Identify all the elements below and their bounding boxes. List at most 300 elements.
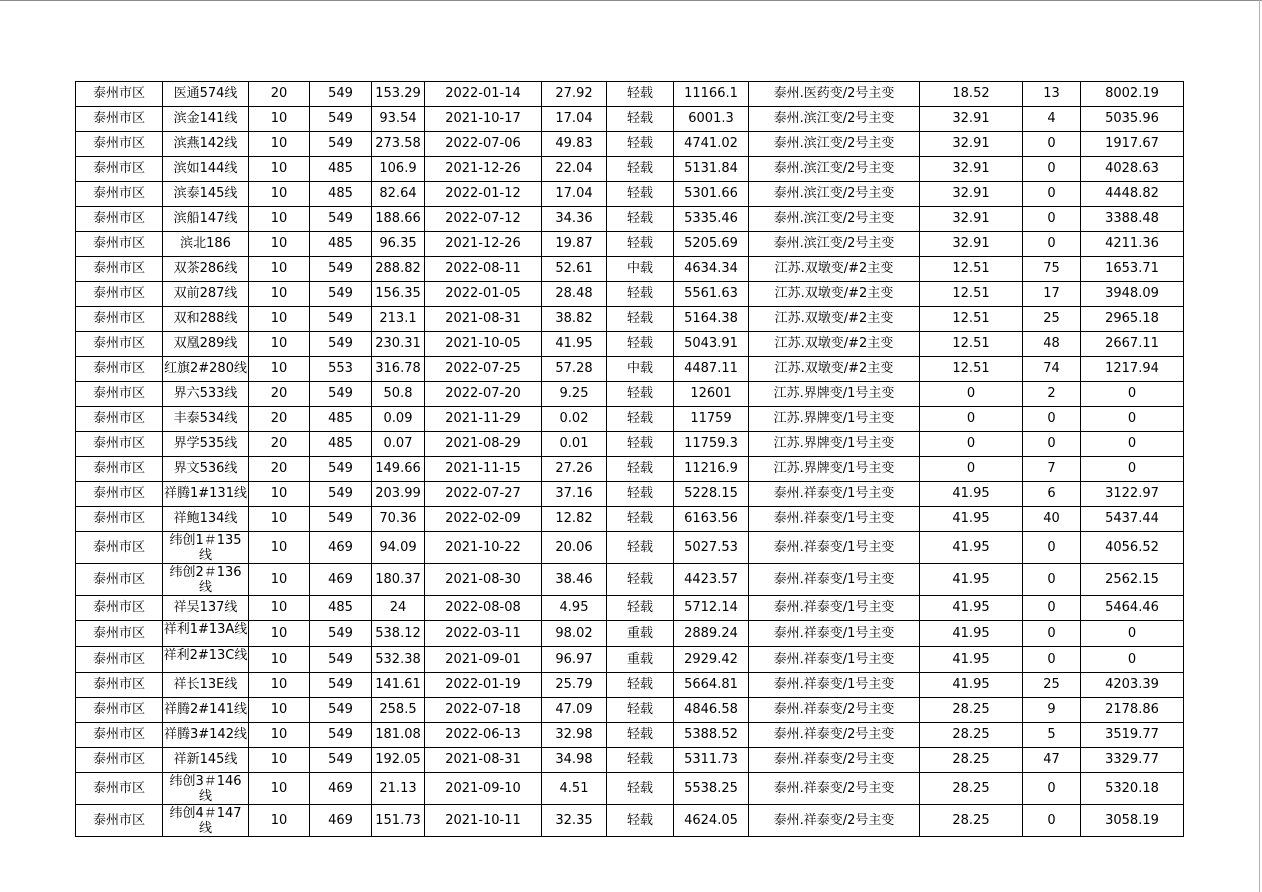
line-name-cell: 祥利1#13A线 <box>163 621 249 647</box>
transformer-cell: 泰州.祥泰变/1号主变 <box>749 564 920 596</box>
district-cell: 泰州市区 <box>76 457 163 482</box>
load-status-cell: 轻载 <box>607 282 674 307</box>
date-cell: 2022-07-27 <box>425 482 542 507</box>
table-row <box>76 407 1184 432</box>
table-row <box>76 382 1184 407</box>
max-current-cell: 141.61 <box>372 673 425 698</box>
transformer-cell: 泰州.祥泰变/2号主变 <box>749 773 920 805</box>
line-name-cell: 滨燕142线 <box>163 132 249 157</box>
table-row <box>76 532 1184 564</box>
capacity-cell: 4634.34 <box>674 257 749 282</box>
load-rate-cell: 17.04 <box>542 107 607 132</box>
load-status-cell: 轻载 <box>607 132 674 157</box>
table-row <box>76 805 1184 837</box>
available-capacity-cell: 2667.11 <box>1081 332 1184 357</box>
line-name-cell: 祥利2#13C线 <box>163 647 249 673</box>
capacity-cell: 5712.14 <box>674 596 749 621</box>
capacity-cell: 5538.25 <box>674 773 749 805</box>
max-current-cell: 180.37 <box>372 564 425 596</box>
transformer-cell: 泰州.祥泰变/1号主变 <box>749 532 920 564</box>
voltage-cell: 10 <box>249 132 310 157</box>
date-cell: 2021-10-11 <box>425 805 542 837</box>
voltage-cell: 20 <box>249 432 310 457</box>
transformer-load-rate-cell: 28.25 <box>920 723 1023 748</box>
transformer-load-rate-cell: 41.95 <box>920 647 1023 673</box>
voltage-cell: 10 <box>249 647 310 673</box>
load-status-cell: 中载 <box>607 257 674 282</box>
transformer-load-rate-cell: 28.25 <box>920 805 1023 837</box>
table-row <box>76 207 1184 232</box>
line-name-cell: 医通574线 <box>163 82 249 107</box>
load-status-cell: 轻载 <box>607 805 674 837</box>
load-status-cell: 轻载 <box>607 157 674 182</box>
max-current-cell: 192.05 <box>372 748 425 773</box>
voltage-cell: 10 <box>249 182 310 207</box>
load-status-cell: 轻载 <box>607 207 674 232</box>
table-row <box>76 596 1184 621</box>
available-capacity-cell: 0 <box>1081 647 1184 673</box>
transformer-cell: 泰州.滨江变/2号主变 <box>749 132 920 157</box>
available-capacity-cell: 0 <box>1081 407 1184 432</box>
rated-current-cell: 485 <box>310 432 372 457</box>
rated-current-cell: 485 <box>310 182 372 207</box>
max-current-cell: 188.66 <box>372 207 425 232</box>
available-capacity-cell: 3388.48 <box>1081 207 1184 232</box>
count-cell: 0 <box>1023 596 1081 621</box>
capacity-cell: 5027.53 <box>674 532 749 564</box>
available-capacity-cell: 1217.94 <box>1081 357 1184 382</box>
table-row <box>76 507 1184 532</box>
capacity-cell: 5664.81 <box>674 673 749 698</box>
line-name-cell: 祥鲍134线 <box>163 507 249 532</box>
page-right-border <box>1259 0 1260 892</box>
load-rate-cell: 49.83 <box>542 132 607 157</box>
rated-current-cell: 485 <box>310 157 372 182</box>
count-cell: 9 <box>1023 698 1081 723</box>
date-cell: 2021-09-10 <box>425 773 542 805</box>
date-cell: 2021-11-15 <box>425 457 542 482</box>
load-rate-cell: 20.06 <box>542 532 607 564</box>
capacity-cell: 11759.3 <box>674 432 749 457</box>
line-name-cell: 双凰289线 <box>163 332 249 357</box>
capacity-cell: 5131.84 <box>674 157 749 182</box>
transformer-load-rate-cell: 28.25 <box>920 748 1023 773</box>
load-rate-cell: 17.04 <box>542 182 607 207</box>
date-cell: 2022-01-12 <box>425 182 542 207</box>
voltage-cell: 20 <box>249 382 310 407</box>
transformer-load-rate-cell: 41.95 <box>920 507 1023 532</box>
transformer-cell: 泰州.医药变/2号主变 <box>749 82 920 107</box>
transformer-cell: 泰州.祥泰变/2号主变 <box>749 805 920 837</box>
rated-current-cell: 549 <box>310 132 372 157</box>
capacity-cell: 11166.1 <box>674 82 749 107</box>
table-row <box>76 157 1184 182</box>
line-name-cell: 滨金141线 <box>163 107 249 132</box>
district-cell: 泰州市区 <box>76 257 163 282</box>
transformer-load-rate-cell: 32.91 <box>920 107 1023 132</box>
date-cell: 2022-03-11 <box>425 621 542 647</box>
transformer-load-rate-cell: 0 <box>920 432 1023 457</box>
available-capacity-cell: 1653.71 <box>1081 257 1184 282</box>
available-capacity-cell: 0 <box>1081 457 1184 482</box>
district-cell: 泰州市区 <box>76 407 163 432</box>
capacity-cell: 5228.15 <box>674 482 749 507</box>
available-capacity-cell: 3329.77 <box>1081 748 1184 773</box>
rated-current-cell: 549 <box>310 457 372 482</box>
voltage-cell: 10 <box>249 773 310 805</box>
capacity-cell: 4423.57 <box>674 564 749 596</box>
load-rate-cell: 28.48 <box>542 282 607 307</box>
rated-current-cell: 549 <box>310 621 372 647</box>
date-cell: 2021-09-01 <box>425 647 542 673</box>
district-cell: 泰州市区 <box>76 182 163 207</box>
voltage-cell: 20 <box>249 82 310 107</box>
transformer-cell: 泰州.滨江变/2号主变 <box>749 207 920 232</box>
table-row <box>76 282 1184 307</box>
transformer-cell: 泰州.祥泰变/2号主变 <box>749 748 920 773</box>
line-name-cell: 双和288线 <box>163 307 249 332</box>
district-cell: 泰州市区 <box>76 282 163 307</box>
transformer-cell: 泰州.祥泰变/1号主变 <box>749 482 920 507</box>
max-current-cell: 96.35 <box>372 232 425 257</box>
count-cell: 0 <box>1023 564 1081 596</box>
voltage-cell: 10 <box>249 596 310 621</box>
district-cell: 泰州市区 <box>76 207 163 232</box>
line-name-cell: 丰泰534线 <box>163 407 249 432</box>
load-rate-cell: 96.97 <box>542 647 607 673</box>
load-rate-cell: 0.02 <box>542 407 607 432</box>
available-capacity-cell: 3948.09 <box>1081 282 1184 307</box>
district-cell: 泰州市区 <box>76 596 163 621</box>
load-rate-cell: 37.16 <box>542 482 607 507</box>
count-cell: 0 <box>1023 773 1081 805</box>
line-name-cell: 祥新145线 <box>163 748 249 773</box>
transformer-cell: 江苏.界牌变/1号主变 <box>749 382 920 407</box>
load-rate-cell: 52.61 <box>542 257 607 282</box>
transformer-cell: 泰州.滨江变/2号主变 <box>749 232 920 257</box>
available-capacity-cell: 4203.39 <box>1081 673 1184 698</box>
load-rate-cell: 9.25 <box>542 382 607 407</box>
transformer-load-rate-cell: 12.51 <box>920 257 1023 282</box>
table-row <box>76 107 1184 132</box>
capacity-cell: 6001.3 <box>674 107 749 132</box>
table-row <box>76 432 1184 457</box>
rated-current-cell: 549 <box>310 257 372 282</box>
transformer-cell: 江苏.双墩变/#2主变 <box>749 257 920 282</box>
max-current-cell: 230.31 <box>372 332 425 357</box>
transformer-cell: 泰州.祥泰变/1号主变 <box>749 673 920 698</box>
load-rate-cell: 41.95 <box>542 332 607 357</box>
count-cell: 17 <box>1023 282 1081 307</box>
load-rate-cell: 0.01 <box>542 432 607 457</box>
transformer-load-rate-cell: 41.95 <box>920 621 1023 647</box>
district-cell: 泰州市区 <box>76 698 163 723</box>
date-cell: 2022-01-05 <box>425 282 542 307</box>
table-row <box>76 132 1184 157</box>
count-cell: 7 <box>1023 457 1081 482</box>
transformer-load-rate-cell: 12.51 <box>920 282 1023 307</box>
line-name-cell: 双前287线 <box>163 282 249 307</box>
load-status-cell: 轻载 <box>607 232 674 257</box>
feeder-load-table <box>75 81 1184 837</box>
rated-current-cell: 469 <box>310 532 372 564</box>
table-row <box>76 257 1184 282</box>
load-rate-cell: 38.46 <box>542 564 607 596</box>
available-capacity-cell: 3519.77 <box>1081 723 1184 748</box>
district-cell: 泰州市区 <box>76 647 163 673</box>
voltage-cell: 10 <box>249 482 310 507</box>
transformer-cell: 江苏.双墩变/#2主变 <box>749 307 920 332</box>
transformer-load-rate-cell: 12.51 <box>920 307 1023 332</box>
capacity-cell: 11216.9 <box>674 457 749 482</box>
table-row <box>76 357 1184 382</box>
load-status-cell: 轻载 <box>607 382 674 407</box>
transformer-cell: 泰州.祥泰变/1号主变 <box>749 621 920 647</box>
table-row <box>76 647 1184 673</box>
load-status-cell: 轻载 <box>607 107 674 132</box>
district-cell: 泰州市区 <box>76 805 163 837</box>
max-current-cell: 532.38 <box>372 647 425 673</box>
district-cell: 泰州市区 <box>76 507 163 532</box>
available-capacity-cell: 0 <box>1081 621 1184 647</box>
table-row <box>76 307 1184 332</box>
load-status-cell: 轻载 <box>607 82 674 107</box>
table-row <box>76 82 1184 107</box>
load-status-cell: 轻载 <box>607 673 674 698</box>
voltage-cell: 10 <box>249 698 310 723</box>
district-cell: 泰州市区 <box>76 532 163 564</box>
date-cell: 2021-10-17 <box>425 107 542 132</box>
count-cell: 4 <box>1023 107 1081 132</box>
voltage-cell: 10 <box>249 673 310 698</box>
max-current-cell: 316.78 <box>372 357 425 382</box>
transformer-load-rate-cell: 28.25 <box>920 773 1023 805</box>
table-row <box>76 482 1184 507</box>
capacity-cell: 5301.66 <box>674 182 749 207</box>
rated-current-cell: 549 <box>310 482 372 507</box>
district-cell: 泰州市区 <box>76 307 163 332</box>
date-cell: 2021-11-29 <box>425 407 542 432</box>
district-cell: 泰州市区 <box>76 773 163 805</box>
load-rate-cell: 32.98 <box>542 723 607 748</box>
table-row <box>76 723 1184 748</box>
date-cell: 2021-10-05 <box>425 332 542 357</box>
available-capacity-cell: 4056.52 <box>1081 532 1184 564</box>
load-rate-cell: 4.95 <box>542 596 607 621</box>
date-cell: 2021-08-31 <box>425 307 542 332</box>
line-name-cell: 祥吴137线 <box>163 596 249 621</box>
voltage-cell: 20 <box>249 457 310 482</box>
load-rate-cell: 47.09 <box>542 698 607 723</box>
district-cell: 泰州市区 <box>76 382 163 407</box>
max-current-cell: 149.66 <box>372 457 425 482</box>
date-cell: 2021-08-30 <box>425 564 542 596</box>
table-row <box>76 182 1184 207</box>
transformer-cell: 江苏.界牌变/1号主变 <box>749 407 920 432</box>
voltage-cell: 10 <box>249 332 310 357</box>
rated-current-cell: 485 <box>310 407 372 432</box>
max-current-cell: 24 <box>372 596 425 621</box>
line-name-cell: 界学535线 <box>163 432 249 457</box>
line-name-cell: 祥腾3#142线 <box>163 723 249 748</box>
transformer-load-rate-cell: 28.25 <box>920 698 1023 723</box>
load-rate-cell: 34.98 <box>542 748 607 773</box>
rated-current-cell: 549 <box>310 748 372 773</box>
transformer-load-rate-cell: 32.91 <box>920 207 1023 232</box>
rated-current-cell: 549 <box>310 723 372 748</box>
rated-current-cell: 553 <box>310 357 372 382</box>
district-cell: 泰州市区 <box>76 482 163 507</box>
line-name-cell: 纬创4＃147线 <box>163 805 249 837</box>
count-cell: 0 <box>1023 407 1081 432</box>
capacity-cell: 2889.24 <box>674 621 749 647</box>
rated-current-cell: 549 <box>310 282 372 307</box>
available-capacity-cell: 1917.67 <box>1081 132 1184 157</box>
date-cell: 2022-01-19 <box>425 673 542 698</box>
rated-current-cell: 549 <box>310 647 372 673</box>
available-capacity-cell: 5035.96 <box>1081 107 1184 132</box>
count-cell: 13 <box>1023 82 1081 107</box>
district-cell: 泰州市区 <box>76 564 163 596</box>
line-name-cell: 纬创2＃136线 <box>163 564 249 596</box>
max-current-cell: 273.58 <box>372 132 425 157</box>
max-current-cell: 93.54 <box>372 107 425 132</box>
max-current-cell: 151.73 <box>372 805 425 837</box>
voltage-cell: 10 <box>249 232 310 257</box>
transformer-load-rate-cell: 0 <box>920 382 1023 407</box>
available-capacity-cell: 3058.19 <box>1081 805 1184 837</box>
district-cell: 泰州市区 <box>76 723 163 748</box>
count-cell: 0 <box>1023 232 1081 257</box>
line-name-cell: 界文536线 <box>163 457 249 482</box>
date-cell: 2022-01-14 <box>425 82 542 107</box>
district-cell: 泰州市区 <box>76 357 163 382</box>
line-name-cell: 纬创3＃146线 <box>163 773 249 805</box>
available-capacity-cell: 2178.86 <box>1081 698 1184 723</box>
transformer-load-rate-cell: 0 <box>920 457 1023 482</box>
transformer-cell: 江苏.双墩变/#2主变 <box>749 282 920 307</box>
capacity-cell: 5311.73 <box>674 748 749 773</box>
voltage-cell: 10 <box>249 282 310 307</box>
transformer-load-rate-cell: 0 <box>920 407 1023 432</box>
line-name-cell: 双茶286线 <box>163 257 249 282</box>
transformer-load-rate-cell: 41.95 <box>920 596 1023 621</box>
available-capacity-cell: 4028.63 <box>1081 157 1184 182</box>
count-cell: 48 <box>1023 332 1081 357</box>
page-top-border <box>0 0 1262 1</box>
count-cell: 0 <box>1023 647 1081 673</box>
transformer-cell: 泰州.滨江变/2号主变 <box>749 157 920 182</box>
voltage-cell: 20 <box>249 407 310 432</box>
available-capacity-cell: 5320.18 <box>1081 773 1184 805</box>
count-cell: 0 <box>1023 621 1081 647</box>
capacity-cell: 5164.38 <box>674 307 749 332</box>
line-name-cell: 滨船147线 <box>163 207 249 232</box>
table-row <box>76 457 1184 482</box>
table-row <box>76 621 1184 647</box>
transformer-cell: 泰州.祥泰变/1号主变 <box>749 647 920 673</box>
load-status-cell: 轻载 <box>607 482 674 507</box>
transformer-cell: 泰州.祥泰变/1号主变 <box>749 596 920 621</box>
district-cell: 泰州市区 <box>76 673 163 698</box>
rated-current-cell: 549 <box>310 698 372 723</box>
load-rate-cell: 38.82 <box>542 307 607 332</box>
max-current-cell: 50.8 <box>372 382 425 407</box>
rated-current-cell: 469 <box>310 773 372 805</box>
load-status-cell: 轻载 <box>607 532 674 564</box>
load-rate-cell: 22.04 <box>542 157 607 182</box>
date-cell: 2022-07-20 <box>425 382 542 407</box>
date-cell: 2021-12-26 <box>425 232 542 257</box>
load-status-cell: 轻载 <box>607 432 674 457</box>
load-status-cell: 轻载 <box>607 182 674 207</box>
table-body <box>76 82 1184 837</box>
max-current-cell: 21.13 <box>372 773 425 805</box>
district-cell: 泰州市区 <box>76 132 163 157</box>
available-capacity-cell: 2562.15 <box>1081 564 1184 596</box>
count-cell: 0 <box>1023 532 1081 564</box>
load-rate-cell: 98.02 <box>542 621 607 647</box>
load-rate-cell: 34.36 <box>542 207 607 232</box>
district-cell: 泰州市区 <box>76 107 163 132</box>
table-row <box>76 698 1184 723</box>
max-current-cell: 538.12 <box>372 621 425 647</box>
available-capacity-cell: 4448.82 <box>1081 182 1184 207</box>
load-status-cell: 轻载 <box>607 507 674 532</box>
load-status-cell: 轻载 <box>607 457 674 482</box>
count-cell: 25 <box>1023 673 1081 698</box>
count-cell: 47 <box>1023 748 1081 773</box>
rated-current-cell: 549 <box>310 673 372 698</box>
rated-current-cell: 469 <box>310 805 372 837</box>
district-cell: 泰州市区 <box>76 82 163 107</box>
available-capacity-cell: 0 <box>1081 382 1184 407</box>
table-row <box>76 673 1184 698</box>
capacity-cell: 4741.02 <box>674 132 749 157</box>
load-status-cell: 轻载 <box>607 723 674 748</box>
voltage-cell: 10 <box>249 805 310 837</box>
district-cell: 泰州市区 <box>76 232 163 257</box>
max-current-cell: 94.09 <box>372 532 425 564</box>
max-current-cell: 213.1 <box>372 307 425 332</box>
voltage-cell: 10 <box>249 107 310 132</box>
count-cell: 2 <box>1023 382 1081 407</box>
rated-current-cell: 469 <box>310 564 372 596</box>
table-row <box>76 332 1184 357</box>
date-cell: 2021-12-26 <box>425 157 542 182</box>
capacity-cell: 5043.91 <box>674 332 749 357</box>
rated-current-cell: 549 <box>310 382 372 407</box>
rated-current-cell: 549 <box>310 82 372 107</box>
available-capacity-cell: 5437.44 <box>1081 507 1184 532</box>
count-cell: 75 <box>1023 257 1081 282</box>
voltage-cell: 10 <box>249 564 310 596</box>
count-cell: 0 <box>1023 432 1081 457</box>
rated-current-cell: 485 <box>310 596 372 621</box>
date-cell: 2022-07-06 <box>425 132 542 157</box>
line-name-cell: 祥长13E线 <box>163 673 249 698</box>
rated-current-cell: 549 <box>310 307 372 332</box>
max-current-cell: 153.29 <box>372 82 425 107</box>
load-status-cell: 轻载 <box>607 307 674 332</box>
count-cell: 40 <box>1023 507 1081 532</box>
voltage-cell: 10 <box>249 507 310 532</box>
load-rate-cell: 27.92 <box>542 82 607 107</box>
transformer-load-rate-cell: 12.51 <box>920 357 1023 382</box>
voltage-cell: 10 <box>249 257 310 282</box>
capacity-cell: 4846.58 <box>674 698 749 723</box>
date-cell: 2022-07-12 <box>425 207 542 232</box>
